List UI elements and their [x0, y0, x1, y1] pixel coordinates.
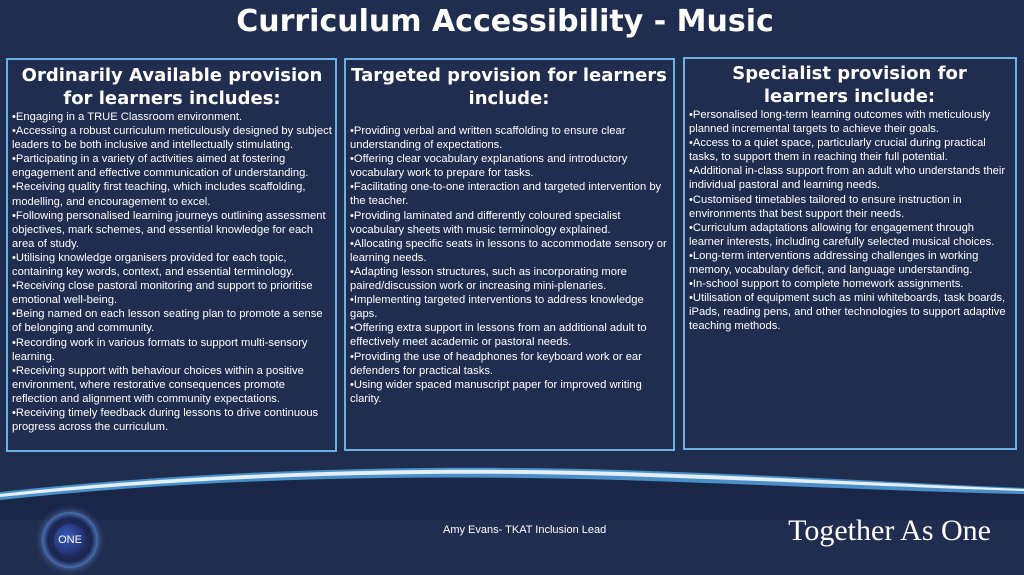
list-item: •Following personalised learning journeys outlining assessment objectives, mark schemes, and essential knowledge for each area of study.: [12, 209, 326, 250]
list-item: •Providing the use of headphones for keyboard work or ear defenders for practical tasks.: [350, 350, 642, 377]
provision-list: [350, 124, 668, 406]
panel-targeted: [344, 58, 675, 451]
list-item: •Providing verbal and written scaffolding to ensure clear understanding of expectations.: [350, 125, 626, 152]
list-item: •Adapting lesson structures, such as incorporating more paired/discussion work or increasing mini-plenaries.: [350, 265, 627, 293]
list-item: •Accessing a robust curriculum meticulously designed by subject leaders to be both inclusive and intellectually stimulating.: [12, 125, 332, 152]
panel-heading: Targeted provision for learners include:: [351, 65, 667, 109]
list-item: •Customised timetables tailored to ensure instruction in environments that best support their needs.: [689, 193, 962, 220]
list-item: •Utilisation of equipment such as mini whiteboards, task boards, iPads, reading pens, and other technologies to support adaptive teaching methods.: [689, 292, 1006, 333]
list-item: •Using wider spaced manuscript paper for improved writing clarity.: [350, 378, 642, 405]
panel-heading: Ordinarily Available provision for learners includes:: [21, 65, 323, 109]
list-item: •Facilitating one-to-one interaction and targeted intervention by the teacher.: [350, 181, 662, 208]
list-item: •Offering extra support in lessons from an additional adult to effectively meet academic or pastoral needs.: [350, 322, 647, 349]
list-item: •Curriculum adaptations allowing for engagement through learner interests, including carefully selected musical choices.: [689, 221, 995, 248]
list-item: •Utilising knowledge organisers provided for each topic, containing key words, context, and essential terminology.: [12, 251, 295, 279]
decorative-wave: [0, 440, 1024, 520]
list-item: •Being named on each lesson seating plan to promote a sense of belonging and community.: [12, 308, 323, 335]
list-item: •Engaging in a TRUE Classroom environment.: [12, 111, 243, 123]
logo-text: ONE: [54, 524, 86, 556]
list-item: •Receiving timely feedback during lessons to drive continuous progress across the curriculum.: [12, 406, 319, 434]
list-item: •Participating in a variety of activities aimed at fostering engagement and effective communication of understanding.: [12, 153, 309, 180]
list-item: •Implementing targeted interventions to address knowledge gaps.: [350, 294, 644, 321]
provision-list: [12, 110, 332, 434]
list-item: •Long-term interventions addressing challenges in working memory, vocabulary deficit, and language understanding.: [689, 249, 979, 277]
footer-credit: Amy Evans- TKAT Inclusion Lead: [443, 524, 607, 536]
list-item: •Allocating specific seats in lessons to accommodate sensory or learning needs.: [350, 237, 667, 264]
panel-specialist: [683, 57, 1017, 450]
list-item: •Receiving close pastoral monitoring and support to prioritise emotional well-being.: [12, 280, 313, 307]
list-item: •Additional in-class support from an adult who understands their individual pastoral and learning needs.: [689, 165, 1006, 192]
list-item: •Personalised long-term learning outcomes with meticulously planned incremental targets to achieve their goals.: [689, 109, 991, 136]
provision-list: [689, 108, 1010, 334]
list-item: •Providing laminated and differently coloured specialist vocabulary sheets with music terminology explained.: [350, 209, 621, 236]
list-item: •Receiving support with behaviour choices within a positive environment, where restorative consequences promote reflection and alignment with community expectations.: [12, 364, 304, 405]
list-item: •Recording work in various formats to support multi-sensory learning.: [12, 336, 308, 363]
list-item: •Offering clear vocabulary explanations and introductory vocabulary work to prepare for tasks.: [350, 153, 628, 180]
footer-motto: Together As One: [788, 514, 991, 547]
list-item: •Access to a quiet space, particularly crucial during practical tasks, to support them in reaching their full potential.: [689, 137, 986, 164]
trust-logo: [42, 512, 98, 568]
list-item: •In-school support to complete homework assignments.: [689, 278, 964, 291]
panel-ordinarily-available: [6, 58, 337, 452]
list-item: •Receiving quality first teaching, which includes scaffolding, modelling, and encouragement to excel.: [12, 181, 306, 208]
panel-heading: Specialist provision for learners include:: [732, 63, 967, 107]
page-title: Curriculum Accessibility - Music: [236, 4, 774, 39]
